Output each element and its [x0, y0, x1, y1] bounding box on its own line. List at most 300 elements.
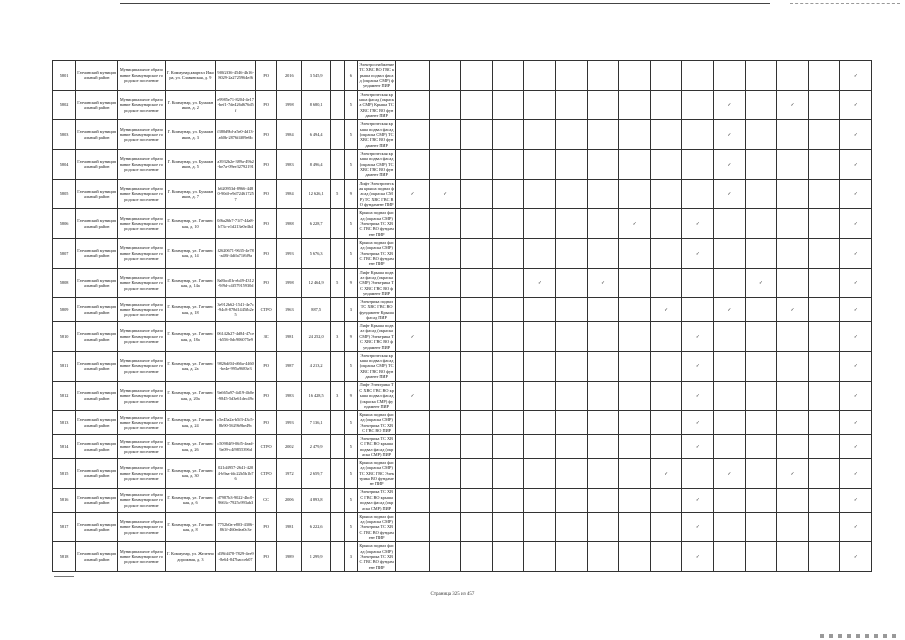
- area-cell: 2 659,7: [302, 459, 330, 489]
- checkmark-icon: ✓: [682, 322, 714, 352]
- empty-cell: [745, 459, 777, 489]
- empty-cell: [650, 149, 682, 179]
- year-cell: 1972: [277, 459, 302, 489]
- empty-cell: [777, 322, 809, 352]
- empty-cell: [713, 435, 745, 459]
- floors-cell: 5: [344, 435, 358, 459]
- address-cell: Г. Коммунар, ул. Железнодорожная, д. 3: [165, 542, 216, 572]
- checkmark-icon: ✓: [396, 322, 430, 352]
- empty-cell: [650, 120, 682, 150]
- empty-cell: [461, 488, 493, 512]
- registry-table: [52, 60, 872, 572]
- empty-cell: [777, 238, 809, 268]
- empty-cell: [429, 149, 461, 179]
- empty-cell: [524, 381, 556, 411]
- wall-material-cell: РО: [256, 542, 277, 572]
- checkmark-icon: ✓: [840, 298, 872, 322]
- year-cell: 1998: [277, 90, 302, 120]
- checkmark-icon: ✓: [713, 179, 745, 209]
- empty-cell: [777, 512, 809, 542]
- empty-cell: [713, 542, 745, 572]
- guid-cell: e9985e71-8204-4e17-bef1-7de426d676d5f: [216, 90, 256, 120]
- floors-cell: 9: [344, 179, 358, 209]
- empty-cell: [556, 90, 588, 120]
- year-cell: 1963: [277, 298, 302, 322]
- checkmark-icon: ✓: [396, 179, 430, 209]
- entrances-cell: [330, 90, 344, 120]
- empty-cell: [619, 322, 651, 352]
- entrances-cell: 3: [330, 381, 344, 411]
- floors-cell: 3: [344, 542, 358, 572]
- empty-cell: [713, 209, 745, 239]
- floors-cell: 3: [344, 298, 358, 322]
- empty-cell: [745, 411, 777, 435]
- year-cell: 1993: [277, 238, 302, 268]
- guid-cell: 3e912b62-1541-4e7c-94c8-878d1445fb2e5: [216, 298, 256, 322]
- organization-cell: Муниципальное образование Коммунарское городское поселение: [118, 90, 165, 120]
- empty-cell: [396, 298, 430, 322]
- district-cell: Гатчинский муниципальный район: [76, 542, 118, 572]
- empty-cell: [396, 268, 430, 298]
- district-cell: Гатчинский муниципальный район: [76, 459, 118, 489]
- empty-cell: [524, 512, 556, 542]
- district-cell: Гатчинский муниципальный район: [76, 61, 118, 91]
- empty-cell: [587, 61, 619, 91]
- empty-cell: [492, 411, 524, 435]
- empty-cell: [396, 90, 430, 120]
- floors-cell: 9: [344, 268, 358, 298]
- empty-cell: [492, 435, 524, 459]
- top-rule: [120, 3, 770, 4]
- guid-cell: d7987b3-9022-4bc0-9663c-7925c993ab3: [216, 488, 256, 512]
- checkmark-icon: ✓: [840, 120, 872, 150]
- empty-cell: [745, 435, 777, 459]
- works-cell: Электрическая крыша подвал фасад (окраска СМР) ТС ХВС ГВС ВО фундамент ПИР: [358, 149, 396, 179]
- empty-cell: [619, 120, 651, 150]
- empty-cell: [524, 488, 556, 512]
- empty-cell: [619, 238, 651, 268]
- empty-cell: [682, 61, 714, 91]
- works-cell: Электрическая крыша подвал фасад (окраска СМР) ТС ХВС ГВС ВО фундамент ПИР: [358, 351, 396, 381]
- checkmark-icon: ✓: [429, 179, 461, 209]
- floors-cell: 5: [344, 238, 358, 268]
- row-number: 5812: [53, 381, 76, 411]
- empty-cell: [524, 459, 556, 489]
- wall-material-cell: РО: [256, 351, 277, 381]
- empty-cell: [619, 298, 651, 322]
- guid-cell: 0f6a26b7-71f7-44a8-b73c-e1d213e0e4b4: [216, 209, 256, 239]
- empty-cell: [524, 298, 556, 322]
- empty-cell: [745, 381, 777, 411]
- checkmark-icon: ✓: [840, 459, 872, 489]
- empty-cell: [429, 120, 461, 150]
- empty-cell: [713, 322, 745, 352]
- wall-material-cell: РО: [256, 61, 277, 91]
- empty-cell: [429, 459, 461, 489]
- empty-cell: [461, 61, 493, 91]
- row-number: 5815: [53, 459, 76, 489]
- empty-cell: [650, 90, 682, 120]
- empty-cell: [713, 512, 745, 542]
- entrances-cell: [330, 542, 344, 572]
- wall-material-cell: РО: [256, 90, 277, 120]
- empty-cell: [587, 149, 619, 179]
- entrances-cell: [330, 435, 344, 459]
- empty-cell: [492, 268, 524, 298]
- organization-cell: Муниципальное образование Коммунарское городское поселение: [118, 488, 165, 512]
- empty-cell: [682, 90, 714, 120]
- empty-cell: [777, 61, 809, 91]
- empty-cell: [808, 238, 840, 268]
- row-number: 5809: [53, 298, 76, 322]
- guid-cell: 7752b0a-e803-4306-861f-460edea0c3e: [216, 512, 256, 542]
- empty-cell: [650, 351, 682, 381]
- works-cell: Электрика подвал ТС ХВС ГВС ВО фундамент Крыша фасад ПИР: [359, 299, 394, 321]
- empty-cell: [556, 512, 588, 542]
- corner-marks: [820, 634, 900, 638]
- works-cell: Электроснабжение ТС ХВС ВО ГВС крыша подвал фасад (окраска СМР) фундамент ПИР: [359, 61, 395, 89]
- table-row: [53, 61, 872, 91]
- row-number: 5818: [53, 542, 76, 572]
- entrances-cell: 5: [330, 268, 344, 298]
- floors-cell: 5: [344, 411, 358, 435]
- organization-cell: Муниципальное образование Коммунарское городское поселение: [118, 411, 165, 435]
- organization-cell: Муниципальное образование Коммунарское городское поселение: [118, 209, 165, 239]
- checkmark-icon: ✓: [840, 488, 872, 512]
- row-number: 5813: [53, 411, 76, 435]
- district-cell: Гатчинский муниципальный район: [76, 209, 118, 239]
- checkmark-icon: ✓: [840, 322, 872, 352]
- empty-cell: [396, 120, 430, 150]
- checkmark-icon: ✓: [777, 298, 809, 322]
- empty-cell: [492, 298, 524, 322]
- empty-cell: [461, 298, 493, 322]
- organization-cell: Муниципальное образование Коммунарское городское поселение: [118, 322, 165, 352]
- empty-cell: [461, 209, 493, 239]
- area-cell: 3 545,9: [302, 61, 330, 91]
- empty-cell: [650, 179, 682, 209]
- checkmark-icon: ✓: [713, 120, 745, 150]
- empty-cell: [650, 411, 682, 435]
- empty-cell: [556, 435, 588, 459]
- district-cell: Гатчинский муниципальный район: [76, 268, 118, 298]
- table-row: [53, 351, 872, 381]
- works-cell: Лифт Электрическая крыша подвал фасад (окраска СМР) ТС ХВС ГВС ВО фундамент ПИР: [359, 180, 395, 207]
- empty-cell: [492, 322, 524, 352]
- checkmark-icon: ✓: [840, 381, 872, 411]
- empty-cell: [461, 381, 493, 411]
- floors-cell: 5: [344, 90, 358, 120]
- table-row: [53, 149, 872, 179]
- year-cell: 2016: [277, 61, 302, 91]
- checkmark-icon: ✓: [524, 268, 556, 298]
- year-cell: 1984: [277, 179, 302, 209]
- empty-cell: [524, 61, 556, 91]
- checkmark-icon: ✓: [682, 512, 714, 542]
- empty-cell: [461, 149, 493, 179]
- empty-cell: [492, 90, 524, 120]
- entrances-cell: 5: [330, 179, 344, 209]
- checkmark-icon: ✓: [619, 209, 651, 239]
- empty-cell: [461, 322, 493, 352]
- wall-material-cell: СТРО: [256, 298, 277, 322]
- empty-cell: [808, 512, 840, 542]
- empty-cell: [429, 298, 461, 322]
- empty-cell: [396, 459, 430, 489]
- checkmark-icon: ✓: [840, 90, 872, 120]
- table-row: [53, 488, 872, 512]
- address-cell: Г. Коммунар,квартал Ижора, ул. Славянская, д. 9: [165, 61, 216, 91]
- empty-cell: [492, 381, 524, 411]
- area-cell: 12 464,9: [302, 268, 330, 298]
- empty-cell: [492, 120, 524, 150]
- year-cell: 1988: [277, 209, 302, 239]
- entrances-cell: [330, 238, 344, 268]
- works-cell: Крыша подвал фасад (окраска СМР) Электрика ТС ХВС ГВС ВО ПИР: [359, 411, 394, 433]
- works-cell: Крыша подвал фасад (окраска СМР) Электрика ТС ХВС ГВС ВО фундамент ПИР: [359, 210, 394, 237]
- empty-cell: [808, 322, 840, 352]
- empty-cell: [808, 149, 840, 179]
- organization-cell: Муниципальное образование Коммунарское городское поселение: [118, 120, 165, 150]
- wall-material-cell: РО: [256, 149, 277, 179]
- empty-cell: [777, 149, 809, 179]
- address-cell: Г. Коммунар, ул. Гатчинская, д. 20а: [165, 381, 216, 411]
- empty-cell: [396, 512, 430, 542]
- empty-cell: [619, 459, 651, 489]
- empty-cell: [808, 90, 840, 120]
- empty-cell: [777, 268, 809, 298]
- entrances-cell: [330, 459, 344, 489]
- table-row: [53, 381, 872, 411]
- guid-cell: 021d4957-2641-4204-b9aa-fdc22b5b1b76: [216, 459, 256, 489]
- area-cell: 12 626,1: [302, 179, 330, 209]
- empty-cell: [429, 209, 461, 239]
- year-cell: 1989: [277, 542, 302, 572]
- table-row: [53, 90, 872, 120]
- empty-cell: [396, 435, 430, 459]
- works-cell: Крыша подвал фасад (окраска СМР) Электрика ТС ХВС ГВС ВО фундамент ПИР: [359, 239, 394, 267]
- organization-cell: Муниципальное образование Коммунарское городское поселение: [118, 238, 165, 268]
- empty-cell: [777, 435, 809, 459]
- floors-cell: 9: [344, 381, 358, 411]
- empty-cell: [808, 179, 840, 209]
- empty-cell: [745, 542, 777, 572]
- district-cell: Гатчинский муниципальный район: [76, 90, 118, 120]
- empty-cell: [650, 268, 682, 298]
- table-row: [53, 209, 872, 239]
- address-cell: Г. Коммунар, ул. Бумажников, д. 2: [165, 90, 216, 120]
- area-cell: 6 228,7: [302, 209, 330, 239]
- checkmark-icon: ✓: [682, 542, 714, 572]
- empty-cell: [713, 351, 745, 381]
- empty-cell: [777, 542, 809, 572]
- empty-cell: [556, 381, 588, 411]
- empty-cell: [650, 238, 682, 268]
- empty-cell: [713, 238, 745, 268]
- table-row: [53, 512, 872, 542]
- empty-cell: [461, 459, 493, 489]
- address-cell: Г. Коммунар, ул. Гатчинская, д. 14: [165, 238, 216, 268]
- checkmark-icon: ✓: [682, 209, 714, 239]
- empty-cell: [713, 411, 745, 435]
- empty-cell: [745, 322, 777, 352]
- wall-material-cell: РО: [256, 411, 277, 435]
- empty-cell: [524, 542, 556, 572]
- address-cell: Г. Коммунар, ул. Гатчинская, д. 2а: [165, 351, 216, 381]
- empty-cell: [745, 298, 777, 322]
- area-cell: 1 299,9: [302, 542, 330, 572]
- entrances-cell: [330, 298, 344, 322]
- guid-cell: d39fd478-7829-4ee9-8e64-847bacceb07: [216, 542, 256, 572]
- area-cell: 887,5: [302, 298, 330, 322]
- empty-cell: [808, 381, 840, 411]
- side-mark: [54, 576, 74, 577]
- works-cell: Электрическая крыша фасад (окраска СМР) Крыша ТС ХВС ГВС ВО фундамент ПИР: [359, 91, 394, 119]
- registry-table-body: [53, 61, 872, 572]
- wall-material-cell: РО: [256, 381, 277, 411]
- floors-cell: 6: [344, 61, 358, 91]
- empty-cell: [808, 411, 840, 435]
- empty-cell: [682, 298, 714, 322]
- entrances-cell: 3: [330, 322, 344, 352]
- empty-cell: [461, 179, 493, 209]
- checkmark-icon: ✓: [840, 351, 872, 381]
- empty-cell: [650, 61, 682, 91]
- entrances-cell: [330, 411, 344, 435]
- empty-cell: [587, 298, 619, 322]
- district-cell: Гатчинский муниципальный район: [76, 120, 118, 150]
- empty-cell: [808, 542, 840, 572]
- entrances-cell: [330, 149, 344, 179]
- empty-cell: [461, 90, 493, 120]
- wall-material-cell: СТРО: [256, 435, 277, 459]
- checkmark-icon: ✓: [840, 411, 872, 435]
- organization-cell: Муниципальное образование Коммунарское городское поселение: [118, 268, 165, 298]
- row-number: 5805: [53, 179, 76, 209]
- checkmark-icon: ✓: [713, 459, 745, 489]
- works-cell: Лифт Крыша подвал фасад (окраска СМР) Электрика ТС ХВС ГВС ВО фундамент ПИР: [359, 323, 394, 350]
- row-number: 5816: [53, 488, 76, 512]
- empty-cell: [524, 238, 556, 268]
- empty-cell: [745, 90, 777, 120]
- empty-cell: [650, 209, 682, 239]
- empty-cell: [808, 268, 840, 298]
- empty-cell: [587, 179, 619, 209]
- empty-cell: [682, 149, 714, 179]
- empty-cell: [808, 351, 840, 381]
- empty-cell: [682, 120, 714, 150]
- empty-cell: [492, 209, 524, 239]
- wall-material-cell: РО: [256, 209, 277, 239]
- wall-material-cell: РО: [256, 238, 277, 268]
- table-row: [53, 322, 872, 352]
- table-row: [53, 238, 872, 268]
- empty-cell: [587, 435, 619, 459]
- district-cell: Гатчинский муниципальный район: [76, 322, 118, 352]
- checkmark-icon: ✓: [840, 268, 872, 298]
- empty-cell: [745, 209, 777, 239]
- empty-cell: [492, 512, 524, 542]
- empty-cell: [650, 435, 682, 459]
- page-number: Страница 325 из 457: [430, 592, 475, 597]
- wall-material-cell: СС: [256, 488, 277, 512]
- row-number: 5817: [53, 512, 76, 542]
- year-cell: 1983: [277, 381, 302, 411]
- empty-cell: [777, 209, 809, 239]
- empty-cell: [429, 238, 461, 268]
- area-cell: 6 222,6: [302, 512, 330, 542]
- works-cell: Лифт Крыша подвал фасад (окраска СМР) Электрика ТС ХВС ГВС ВО фундамент ПИР: [359, 269, 394, 296]
- checkmark-icon: ✓: [587, 268, 619, 298]
- checkmark-icon: ✓: [840, 435, 872, 459]
- guid-cell: b620953d-8966-4480-90df-e9d724617257: [216, 179, 256, 209]
- empty-cell: [808, 120, 840, 150]
- checkmark-icon: ✓: [840, 209, 872, 239]
- empty-cell: [461, 120, 493, 150]
- area-cell: 24 252,0: [302, 322, 330, 352]
- empty-cell: [682, 268, 714, 298]
- empty-cell: [556, 322, 588, 352]
- checkmark-icon: ✓: [713, 298, 745, 322]
- row-number: 5806: [53, 209, 76, 239]
- empty-cell: [492, 351, 524, 381]
- empty-cell: [619, 488, 651, 512]
- empty-cell: [777, 381, 809, 411]
- empty-cell: [429, 411, 461, 435]
- empty-cell: [429, 351, 461, 381]
- empty-cell: [429, 542, 461, 572]
- table-row: [53, 435, 872, 459]
- empty-cell: [396, 61, 430, 91]
- empty-cell: [808, 488, 840, 512]
- empty-cell: [556, 61, 588, 91]
- row-number: 5804: [53, 149, 76, 179]
- table-row: [53, 298, 872, 322]
- row-number: 5801: [53, 61, 76, 91]
- address-cell: Г. Коммунар, ул. Гатчинская, д. 18: [165, 298, 216, 322]
- wall-material-cell: РО: [256, 179, 277, 209]
- empty-cell: [461, 351, 493, 381]
- empty-cell: [492, 238, 524, 268]
- top-rule-dashed: [790, 3, 900, 4]
- empty-cell: [777, 120, 809, 150]
- checkmark-icon: ✓: [745, 268, 777, 298]
- empty-cell: [587, 381, 619, 411]
- area-cell: 8 496,4: [302, 149, 330, 179]
- checkmark-icon: ✓: [840, 512, 872, 542]
- empty-cell: [587, 322, 619, 352]
- empty-cell: [429, 512, 461, 542]
- empty-cell: [524, 411, 556, 435]
- empty-cell: [429, 268, 461, 298]
- floors-cell: 5: [344, 149, 358, 179]
- empty-cell: [556, 120, 588, 150]
- year-cell: 2002: [277, 435, 302, 459]
- address-cell: Г. Коммунар, ул. Гатчинская, д. 18а: [165, 322, 216, 352]
- empty-cell: [745, 512, 777, 542]
- empty-cell: [492, 459, 524, 489]
- organization-cell: Муниципальное образование Коммунарское городское поселение: [118, 435, 165, 459]
- guid-cell: 9826df04-d66a-4460-be4e-995a9683e3: [216, 351, 256, 381]
- floors-cell: 5: [344, 120, 358, 150]
- empty-cell: [524, 435, 556, 459]
- guid-cell: a3932b2e-389a-49b2-be7a-09ee32792191: [216, 149, 256, 179]
- area-cell: 2 479,9: [302, 435, 330, 459]
- empty-cell: [587, 411, 619, 435]
- empty-cell: [587, 120, 619, 150]
- table-row: [53, 542, 872, 572]
- address-cell: Г. Коммунар, ул. Гатчинская, д. 14а: [165, 268, 216, 298]
